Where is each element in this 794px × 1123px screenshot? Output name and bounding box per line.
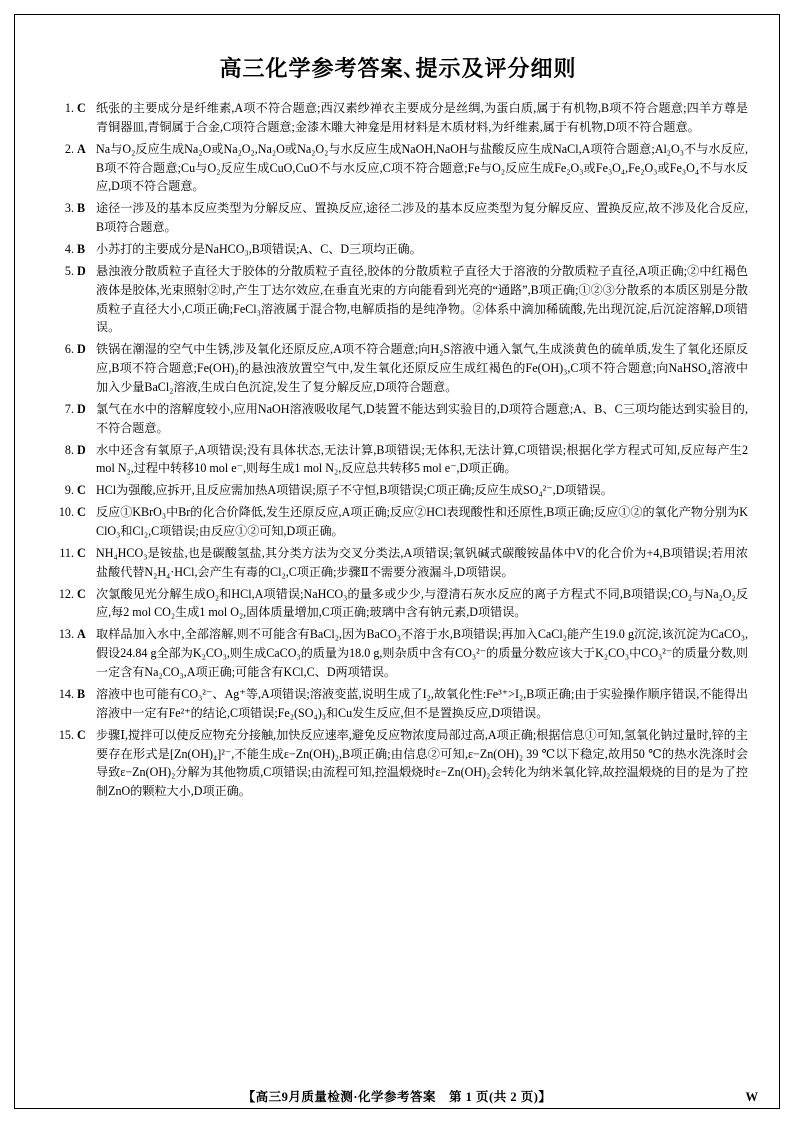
answer-letter: A [77, 141, 86, 156]
answer-letter: C [77, 101, 86, 115]
answer-explanation: Na与O₂反应生成Na₂O或Na₂O₂,Na₂O或Na₂O₂与水反应生成NaOH,NaOH与盐酸反应生成NaCl,A项符合题意;Al₂O₃不与水反应,B项不符合题意;Cu与O₂反应生成CuO,CuO不与水反应,C项不符合题意;Fe与O₂反应生成Fe₂O₃或Fe₃O₄,Fe₂O₃或Fe₃O₄不与水反应,D项不符合题意。 [96, 141, 748, 194]
footer-text: 【高三9月质量检测·化学参考答案 第 1 页(共 2 页)】 [242, 1090, 552, 1104]
answer-number: 3. [64, 201, 74, 216]
answer-letter: C [77, 727, 86, 742]
answer-explanation: 铁锅在潮湿的空气中生锈,涉及氧化还原反应,A项不符合题意;向H₂S溶液中通入氯气,生成淡黄色的硫单质,发生了氧化还原反应,B项不符合题意;Fe(OH)₂的悬浊液放置空气中,发生氧化还原反应生成红褐色的Fe(OH)₃,C项不符合题意;向NaHSO₄溶液中加入少量BaCl₂溶液,生成白色沉淀,发生了复分解反应,D项符合题意。 [96, 342, 748, 395]
answer-letter: D [77, 401, 86, 416]
answers-list [48, 99, 748, 801]
answer-explanation: 水中还含有氧原子,A项错误;没有具体状态,无法计算,B项错误;无体积,无法计算,C项错误;根据化学方程式可知,反应每产生2 mol N₂,过程中转移10 mol e⁻,则每生成1 mol N₂,反应总共转移5 mol e⁻,D项正确。 [96, 442, 748, 476]
answer-explanation: HCl为强酸,应拆开,且反应需加热A项错误;原子不守恒,B项错误;C项正确;反应生成SO₄²⁻,D项错误。 [96, 483, 613, 498]
footer-code: W [745, 1090, 758, 1104]
answer-letter: D [77, 342, 86, 357]
answer-explanation: 小苏打的主要成分是NaHCO₃,B项错误;A、C、D三项均正确。 [96, 242, 422, 257]
answer-number: 10. [58, 505, 74, 520]
answer-item [48, 544, 748, 582]
answer-letter: D [77, 263, 86, 278]
answer-item [48, 441, 748, 479]
answer-item [48, 625, 748, 682]
answer-letter: B [77, 686, 86, 701]
answer-letter: C [77, 545, 86, 560]
answer-item [48, 262, 748, 337]
answer-item [48, 99, 748, 137]
answer-number: 4. [64, 242, 74, 257]
answer-explanation: 氯气在水中的溶解度较小,应用NaOH溶液吸收尾气,D装置不能达到实验目的,D项符合题意;A、B、C三项均能达到实验目的,不符合题意。 [96, 401, 748, 435]
answer-number: 7. [64, 401, 74, 416]
answer-explanation: NH₄HCO₃是铵盐,也是碳酸氢盐,其分类方法为交叉分类法,A项错误;氧钒碱式碳酸铵晶体中V的化合价为+4,B项错误;若用浓盐酸代替N₂H₄·HCl,会产生有毒的Cl₂,C项正确;步骤Ⅱ不需要分液漏斗,D项错误。 [96, 545, 748, 579]
answer-letter: C [77, 586, 86, 601]
answer-item [48, 199, 748, 237]
answer-number: 6. [64, 342, 74, 357]
answer-number: 2. [64, 141, 74, 156]
answer-letter: C [77, 483, 86, 498]
answer-item [48, 140, 748, 197]
answer-explanation: 次氯酸见光分解生成O₂和HCl,A项错误;NaHCO₃的量多或少少,与澄清石灰水反应的离子方程式不同,B项错误;CO₂与Na₂O₂反应,每2 mol CO₂生成1 mol O₂,固体质量增加,C项正确;玻璃中含有钠元素,D项错误。 [96, 586, 748, 620]
answer-explanation: 步骤Ⅰ,搅拌可以使反应物充分接触,加快反应速率,避免反应物浓度局部过高,A项正确;根据信息①可知,氢氧化钠过量时,锌的主要存在形式是[Zn(OH)₄]²⁻,不能生成ε−Zn(OH)₂,B项正确;由信息②可知,ε−Zn(OH)₂ 39 ℃以下稳定,故用50 ℃的热水洗涤时会导致ε−Zn(OH)₂分解为其他物质,C项错误;由流程可知,控温煅烧时ε−Zn(OH)₂会转化为纳米氧化锌,故控温煅烧的目的是为了控制ZnO的颗粒大小,D项正确。 [96, 727, 748, 799]
answer-letter: B [77, 201, 86, 216]
answer-item [48, 503, 748, 541]
answer-item [48, 340, 748, 397]
answer-item [48, 726, 748, 801]
answer-item [48, 400, 748, 438]
answer-item [48, 685, 748, 723]
answer-letter: B [77, 242, 86, 257]
answer-letter: D [77, 442, 86, 457]
answer-number: 1. [64, 101, 74, 115]
answer-number: 5. [64, 263, 74, 278]
answer-letter: C [77, 505, 86, 520]
answer-number: 14. [58, 686, 74, 701]
answer-number: 11. [59, 545, 74, 560]
answer-item [48, 585, 748, 623]
answer-number: 8. [64, 442, 74, 457]
answer-number: 12. [58, 586, 74, 601]
page-footer [0, 1087, 794, 1105]
answer-letter: A [77, 627, 86, 642]
page-content [48, 34, 748, 804]
answer-number: 15. [58, 727, 74, 742]
answer-explanation: 溶液中也可能有CO₃²⁻、Ag⁺等,A项错误;溶液变蓝,说明生成了I₂,故氧化性:Fe³⁺>I₂,B项正确;由于实验操作顺序错误,不能得出溶液中一定有Fe²⁺的结论,C项错误;Fe₂(SO₄)₃和Cu发生反应,但不是置换反应,D项错误。 [96, 686, 748, 720]
answer-number: 13. [58, 627, 74, 642]
answer-explanation: 途径一涉及的基本反应类型为分解反应、置换反应,途径二涉及的基本反应类型为复分解反应、置换反应,故不涉及化合反应,B项符合题意。 [96, 201, 748, 235]
page-title: 高三化学参考答案､提示及评分细则 [219, 56, 577, 82]
answer-explanation: 取样品加入水中,全部溶解,则不可能含有BaCl₂,因为BaCO₃不溶于水,B项错误;再加入CaCl₂能产生19.0 g沉淀,该沉淀为CaCO₃,假设24.84 g全部为K₂CO₃,则生成CaCO₃的质量为18.0 g,则杂质中含有CO₃²⁻的质量分数应该大于K₂CO₃中CO₃²⁻的质量分数,则一定含有Na₂CO₃,A项正确;可能含有KCl,C、D两项错误。 [96, 627, 748, 680]
answer-item [48, 240, 748, 259]
answer-item [48, 481, 748, 500]
answer-explanation: 反应①KBrO₃中Br的化合价降低,发生还原反应,A项正确;反应②HCl表现酸性和还原性,B项正确;反应①②的氧化产物分别为KClO₃和Cl₂,C项错误;由反应①②可知,D项正确。 [96, 505, 748, 539]
answer-number: 9. [64, 483, 74, 498]
answer-explanation: 纸张的主要成分是纤维素,A项不符合题意;西汉素纱禅衣主要成分是丝绸,为蛋白质,属于有机物,B项不符合题意;四羊方尊是青铜器皿,青铜属于合金,C项符合题意;金漆木雕大神龛是用材料是木质材料,为纤维素,属于有机物,D项不符合题意。 [96, 101, 748, 134]
answer-explanation: 悬浊液分散质粒子直径大于胶体的分散质粒子直径,胶体的分散质粒子直径大于溶液的分散质粒子直径,A项正确;②中红褐色液体是胶体,光束照射②时,产生丁达尔效应,在垂直光束的方向能看到光亮的“通路”,B项正确;①②③分散系的本质区别是分散质粒子直径大小,C项正确;FeCl₃溶液属于混合物,电解质指的是纯净物。②体系中滴加稀硫酸,先出现沉淀,后沉淀溶解,D项错误。 [96, 263, 748, 335]
